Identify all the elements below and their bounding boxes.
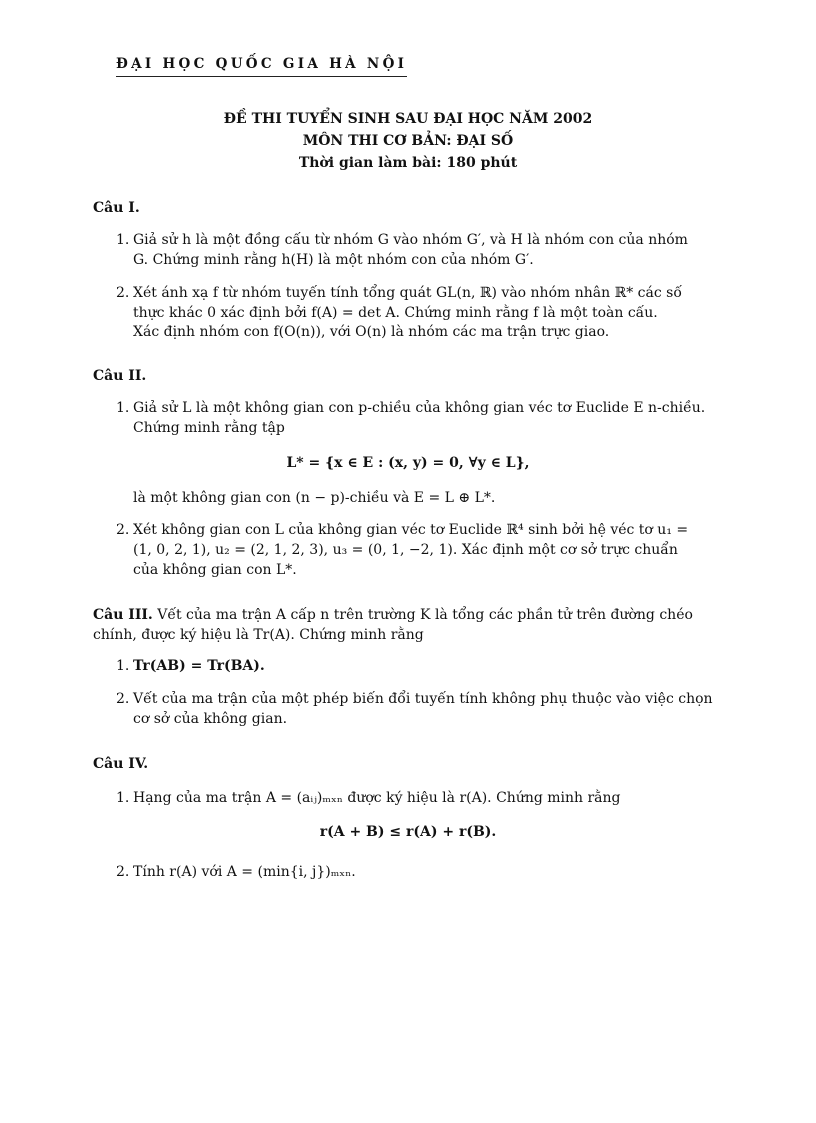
question-3-title: Câu III.: [93, 607, 153, 623]
question-1-title: Câu I.: [93, 200, 140, 216]
q3-item2-number: 2.: [116, 691, 130, 707]
q1-item1-number: 1.: [116, 232, 130, 248]
q4-item1-line1: Hạng của ma trận A = (aᵢⱼ)ₘₓₙ được ký hiệu là r(A). Chứng minh rằng: [133, 790, 621, 806]
exam-duration: Thời gian làm bài: 180 phút: [298, 155, 518, 171]
q3-intro-line1: [93, 607, 693, 623]
q3-intro-line2: chính, được ký hiệu là Tr(A). Chứng minh rằng: [93, 627, 424, 643]
q3-item2-line1: Vết của ma trận của một phép biến đổi tuyến tính không phụ thuộc vào việc chọn: [133, 691, 713, 707]
q2-item1-number: 1.: [116, 400, 130, 416]
q2-item1-line2: Chứng minh rằng tập: [133, 420, 285, 436]
question-4-title: Câu IV.: [93, 756, 149, 772]
q2-item1-line3: là một không gian con (n − p)-chiều và E = L ⊕ L*.: [133, 490, 496, 506]
exam-subject: MÔN THI CƠ BẢN: ĐẠI SỐ: [302, 133, 514, 149]
q2-item2-line3: của không gian con L*.: [133, 562, 297, 578]
q2-item2-line1: Xét không gian con L của không gian véc tơ Euclide ℝ⁴ sinh bởi hệ véc tơ u₁ =: [133, 522, 689, 538]
q4-item1-number: 1.: [116, 790, 130, 806]
q1-item2-line3: Xác định nhóm con f(O(n)), với O(n) là nhóm các ma trận trực giao.: [133, 324, 610, 340]
question-2-title: Câu II.: [93, 368, 147, 384]
q2-item2-line2: (1, 0, 2, 1), u₂ = (2, 1, 2, 3), u₃ = (0, 1, −2, 1). Xác định một cơ sở trực chuẩn: [133, 542, 678, 558]
q4-formula-rank-inequality: r(A + B) ≤ r(A) + r(B).: [319, 824, 497, 840]
q1-item2-line2: thực khác 0 xác định bởi f(A) = det A. Chứng minh rằng f là một toàn cấu.: [133, 305, 658, 321]
q3-item1-line1: Tr(AB) = Tr(BA).: [133, 658, 265, 674]
exam-title: ĐỀ THI TUYỂN SINH SAU ĐẠI HỌC NĂM 2002: [223, 111, 593, 127]
q1-item1-line2: G. Chứng minh rằng h(H) là một nhóm con của nhóm G′.: [133, 252, 534, 268]
q1-item1-line1: Giả sử h là một đồng cấu từ nhóm G vào nhóm G′, và H là nhóm con của nhóm: [133, 232, 688, 248]
q3-item1-number: 1.: [116, 658, 130, 674]
q3-item2-line2: cơ sở của không gian.: [133, 711, 288, 727]
q4-item2-number: 2.: [116, 864, 130, 880]
q4-item2-line1: Tính r(A) với A = (min{i, j})ₘₓₙ.: [133, 864, 356, 880]
q2-item1-line1: Giả sử L là một không gian con p-chiều của không gian véc tơ Euclide E n-chiều.: [133, 400, 706, 416]
q1-item2-line1: Xét ánh xạ f từ nhóm tuyến tính tổng quát GL(n, ℝ) vào nhóm nhân ℝ* các số: [133, 285, 682, 301]
q2-item2-number: 2.: [116, 522, 130, 538]
q2-formula-orthogonal-complement: L* = {x ∈ E : (x, y) = 0, ∀y ∈ L},: [286, 455, 530, 471]
q1-item2-number: 2.: [116, 285, 130, 301]
university-name: ĐẠI HỌC QUỐC GIA HÀ NỘI: [116, 56, 407, 77]
q3-intro-text1: Vết của ma trận A cấp n trên trường K là tổng các phần tử trên đường chéo: [157, 607, 693, 623]
